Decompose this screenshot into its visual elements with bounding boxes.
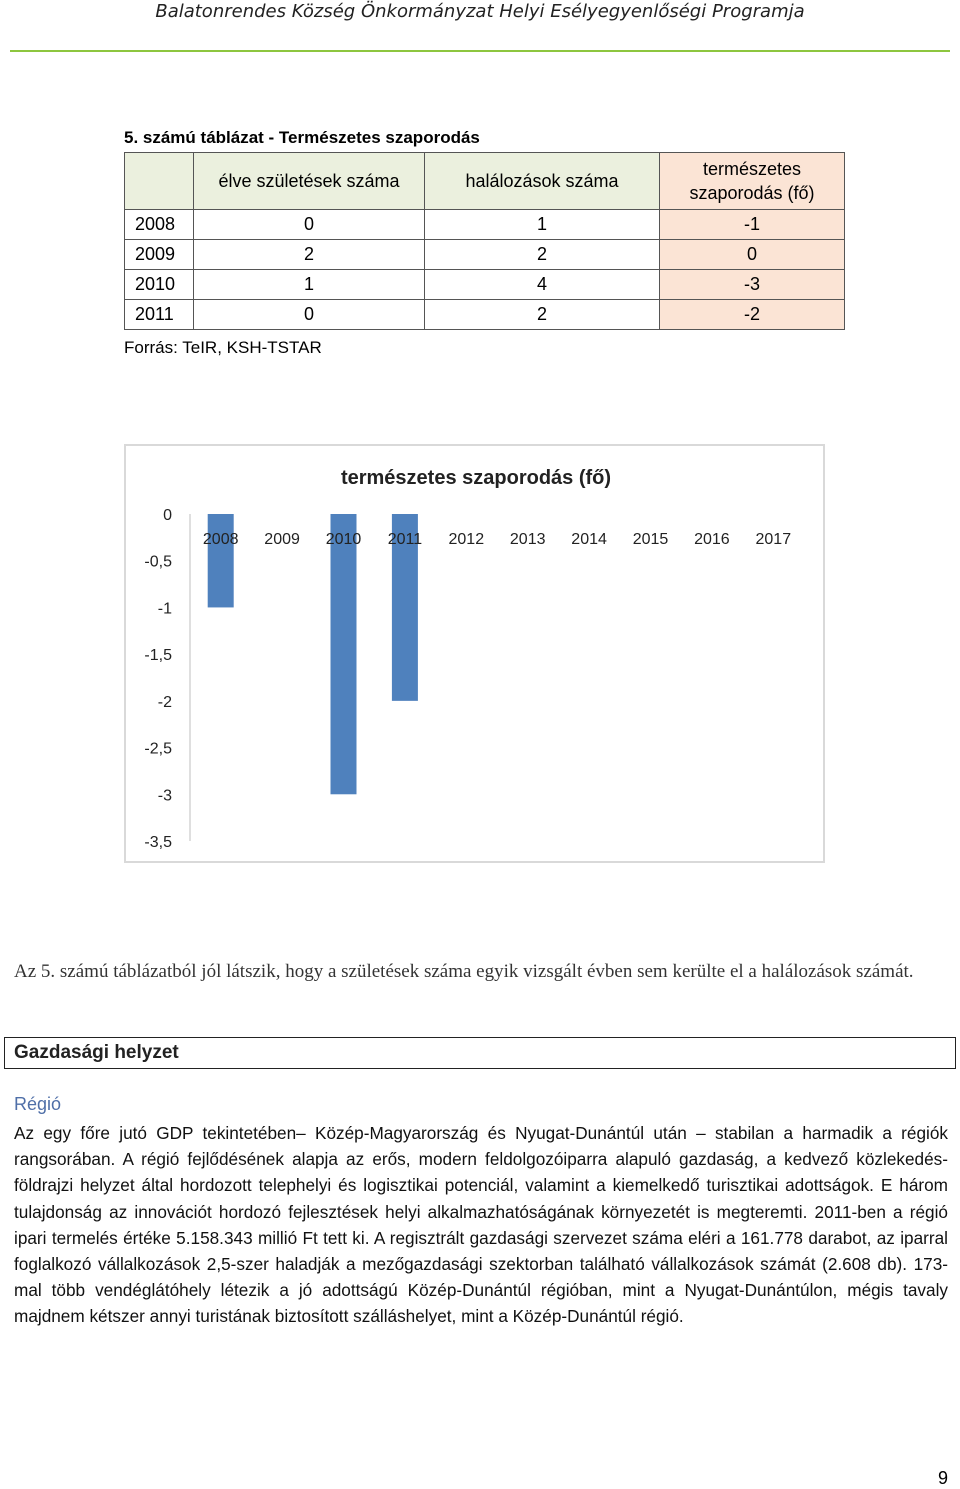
x-tick-label-2014: 2014 [571, 531, 607, 548]
row-year: 2009 [125, 240, 194, 270]
table-source: Forrás: TeIR, KSH-TSTAR [124, 338, 322, 357]
x-tick-label-2010: 2010 [325, 531, 362, 548]
table-corner-cell [125, 153, 194, 210]
table-row [125, 210, 845, 240]
cell-deaths: 1 [425, 210, 660, 240]
natural-increase-chart [124, 444, 825, 863]
row-year: 2008 [125, 210, 194, 240]
x-tick-label-2009: 2009 [264, 531, 300, 548]
x-tick-label-2011: 2011 [387, 531, 423, 548]
natural-increase-table [124, 152, 845, 330]
cell-deaths: 2 [425, 300, 660, 330]
y-tick-label: -0,5 [144, 553, 172, 571]
subheading-region: Régió [14, 1094, 62, 1114]
bar-2008 [208, 514, 234, 607]
row-year: 2011 [125, 300, 194, 330]
table-row [125, 240, 845, 270]
cell-births: 0 [194, 300, 425, 330]
column-header-natural-increase: természetes szaporodás (fő) [660, 153, 845, 210]
table-header-row [125, 153, 845, 210]
row-year: 2010 [125, 270, 194, 300]
chart-y-ticks [144, 507, 172, 851]
cell-natural-increase: -3 [660, 270, 845, 300]
table-row [125, 300, 845, 330]
cell-natural-increase: 0 [660, 240, 845, 270]
column-header-births: élve születések száma [194, 153, 425, 210]
x-tick-label-2015: 2015 [632, 531, 669, 548]
y-tick-label: -1,5 [144, 647, 172, 665]
table-caption: 5. számú táblázat - Természetes szaporodás [124, 128, 480, 147]
page-number: 9 [937, 1468, 948, 1488]
x-tick-label-2016: 2016 [694, 531, 730, 548]
chart-canvas [126, 446, 823, 861]
page-header: Balatonrendes Község Önkormányzat Helyi Esélyegyenlőségi Programja [155, 1, 805, 22]
cell-natural-increase: -1 [660, 210, 845, 240]
section-heading-economy: Gazdasági helyzet [4, 1037, 956, 1069]
y-tick-label: 0 [163, 507, 172, 524]
column-header-deaths: halálozások száma [425, 153, 660, 210]
header-divider [10, 50, 950, 52]
cell-natural-increase: -2 [660, 300, 845, 330]
x-tick-label-2013: 2013 [509, 531, 546, 548]
bar-2010 [331, 514, 357, 794]
paragraph-natural-increase: Az 5. számú táblázatból jól látszik, hogy a születések száma egyik vizsgált évben sem kerülte el a halálozások számát. [14, 961, 914, 982]
x-tick-label-2008: 2008 [202, 531, 239, 548]
cell-births: 1 [194, 270, 425, 300]
cell-deaths: 4 [425, 270, 660, 300]
x-tick-label-2012: 2012 [448, 531, 485, 548]
body-text-region: Az egy főre jutó GDP tekintetében– Közép-Magyarország és Nyugat-Dunántúl után – stabilan a harmadik a régiók rangsorában. A régió fejlődésének alapja az erős, modern feldolgozóiparra alapuló gazdaság, a kedvező közlekedés-földrajzi helyzet által hordozott telephelyi és logisztikai potenciál, valamint a kiemelkedő turisztikai adottságok. E három tulajdonság az innovációt hordozó fejlesztések helyi alkalmazhatóságának környezetét is megteremti. 2011-ben a régió ipari termelés értéke 5.158.343 millió Ft tett ki. A regisztrált gazdasági szervezet száma eléri a 161.778 darabot, az iparral foglalkozó vállalkozások 2,5-szer haladják a mezőgazdasági szektorban található vállalkozások számát (2.608 db). 173-mal több vendéglátóhely létezik a jó adottságú Közép-Dunántúl régióban, mint a Nyugat-Dunántúlon, mégis tavaly majdnem kétszer annyi turistának biztosított szálláshelyet, mint a Közép-Dunántúl régió. [14, 1123, 948, 1327]
y-tick-label: -2 [157, 693, 172, 711]
cell-births: 0 [194, 210, 425, 240]
table-row [125, 270, 845, 300]
chart-x-tick-labels [203, 531, 791, 548]
chart-title: természetes szaporodás (fő) [340, 467, 612, 489]
chart-bars [208, 514, 418, 794]
cell-births: 2 [194, 240, 425, 270]
cell-deaths: 2 [425, 240, 660, 270]
y-tick-label: -3 [157, 787, 172, 805]
y-tick-label: -3,5 [144, 834, 172, 851]
y-tick-label: -1 [157, 600, 172, 618]
y-tick-label: -2,5 [144, 740, 172, 758]
x-tick-label-2017: 2017 [755, 531, 792, 548]
